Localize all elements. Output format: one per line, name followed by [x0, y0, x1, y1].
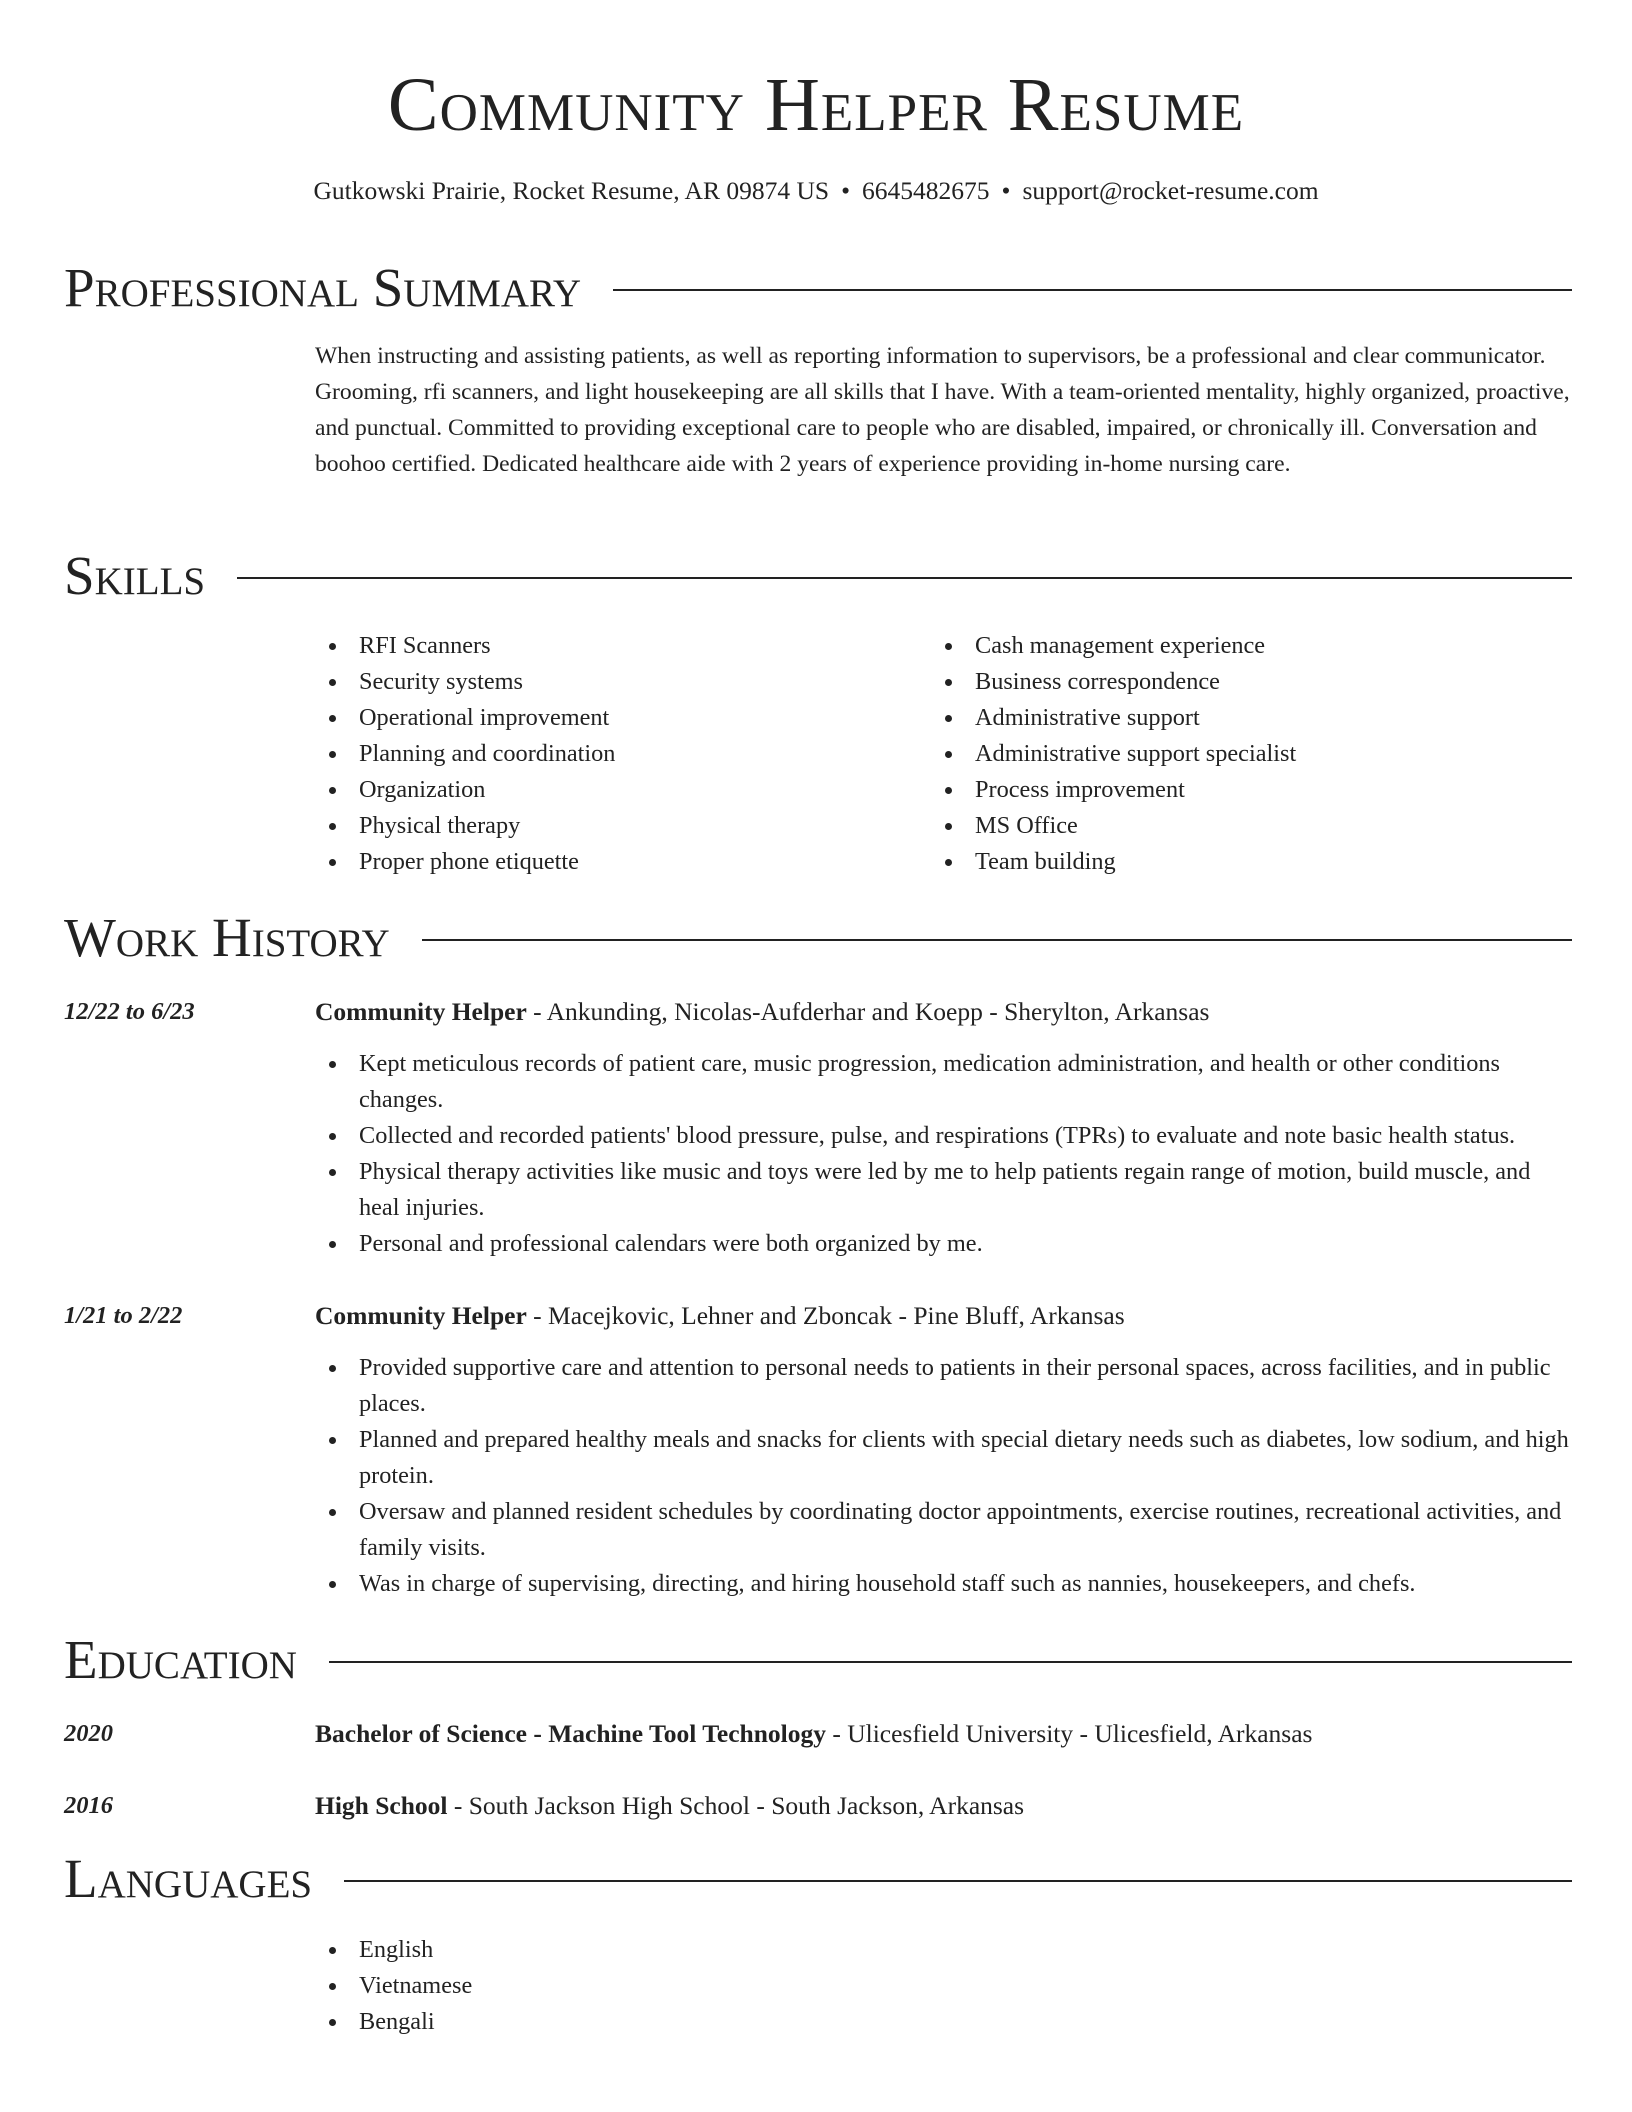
language-item: English [315, 1932, 1575, 1968]
contact-email[interactable]: support@rocket-resume.com [1022, 176, 1319, 205]
section-title: Work History [64, 907, 390, 968]
language-item: Vietnamese [315, 1968, 1575, 2004]
contact-line [0, 175, 1632, 207]
job-bullet: Was in charge of supervising, directing, and hiring household staff such as nannies, housekeepers, and chefs. [315, 1566, 1575, 1602]
skill-item: Team building [931, 844, 1491, 880]
work-history-section-heading [64, 908, 1572, 968]
education-year: 2020 [64, 1720, 113, 1747]
job-bullet: Planned and prepared healthy meals and snacks for clients with special dietary needs such as diabetes, low sodium, and high protein. [315, 1422, 1575, 1494]
summary-section-heading [64, 258, 1572, 318]
contact-phone: 6645482675 [862, 176, 990, 205]
skill-item: Operational improvement [315, 700, 875, 736]
job-dates: 12/22 to 6/23 [64, 998, 195, 1025]
skill-item: Planning and coordination [315, 736, 875, 772]
job-bullet: Oversaw and planned resident schedules by coordinating doctor appointments, exercise routines, recreational activities, and family visits. [315, 1494, 1575, 1566]
education-school: - South Jackson High School - South Jackson, Arkansas [447, 1791, 1025, 1820]
education-section-heading [64, 1630, 1572, 1690]
education-line [315, 1716, 1575, 1752]
section-title: Skills [64, 545, 206, 606]
skill-item: Cash management experience [931, 628, 1491, 664]
job-bullet: Physical therapy activities like music and toys were led by me to help patients regain range of motion, build muscle, and heal injuries. [315, 1154, 1575, 1226]
skill-item: Physical therapy [315, 808, 875, 844]
section-title: Languages [64, 1848, 313, 1909]
languages-list [315, 1932, 1575, 2040]
skill-item: Administrative support specialist [931, 736, 1491, 772]
section-divider [613, 289, 1572, 291]
education-degree: High School [315, 1791, 448, 1820]
section-title: Education [64, 1629, 297, 1690]
job-role: Community Helper [315, 997, 527, 1026]
education-line [315, 1788, 1575, 1824]
job-bullet: Personal and professional calendars were both organized by me. [315, 1226, 1575, 1262]
summary-text: When instructing and assisting patients, as well as reporting information to supervisors, be a professional and clear communicator. Grooming, rfi scanners, and light housekeeping are all skills that I have. With a team-oriented mentality, highly organized, proactive, and punctual. Committed to providing exceptional care to people who are disabled, impaired, or chronically ill. Conversation and boohoo certified. Dedicated healthcare aide with 2 years of experience providing in-home nursing care. [315, 343, 1570, 477]
skill-item: Process improvement [931, 772, 1491, 808]
contact-separator: • [1001, 176, 1011, 205]
contact-separator: • [841, 176, 851, 205]
job-dates: 1/21 to 2/22 [64, 1302, 183, 1329]
skills-right-column [931, 628, 1491, 880]
education-degree: Bachelor of Science - Machine Tool Technology [315, 1719, 826, 1748]
job-bullets [315, 1046, 1575, 1262]
language-item: Bengali [315, 2004, 1575, 2040]
section-title: Professional Summary [64, 257, 582, 318]
skill-item: Proper phone etiquette [315, 844, 875, 880]
skill-item: Security systems [315, 664, 875, 700]
job-role: Community Helper [315, 1301, 527, 1330]
section-divider [344, 1880, 1572, 1882]
job-employer: - Macejkovic, Lehner and Zboncak - Pine Bluff, Arkansas [526, 1301, 1125, 1330]
job-bullet: Kept meticulous records of patient care, music progression, medication administration, and health or other conditions changes. [315, 1046, 1575, 1118]
skill-item: Business correspondence [931, 664, 1491, 700]
job-bullet: Collected and recorded patients' blood pressure, pulse, and respirations (TPRs) to evaluate and note basic health status. [315, 1118, 1575, 1154]
section-divider [329, 1661, 1572, 1663]
resume-title: Community Helper Resume [387, 63, 1245, 147]
education-school: - Ulicesfield University - Ulicesfield, Arkansas [825, 1719, 1313, 1748]
skill-item: RFI Scanners [315, 628, 875, 664]
skills-left-column [315, 628, 875, 880]
job-title-line [315, 1298, 1575, 1334]
job-title-line [315, 994, 1575, 1030]
skills-section-heading [64, 546, 1572, 606]
languages-section-heading [64, 1849, 1572, 1909]
section-divider [237, 577, 1572, 579]
section-divider [422, 939, 1572, 941]
education-year: 2016 [64, 1792, 113, 1819]
contact-address: Gutkowski Prairie, Rocket Resume, AR 09874 US [313, 176, 830, 205]
job-bullets [315, 1350, 1575, 1602]
job-bullet: Provided supportive care and attention to personal needs to patients in their personal spaces, across facilities, and in public places. [315, 1350, 1575, 1422]
skill-item: Administrative support [931, 700, 1491, 736]
skill-item: MS Office [931, 808, 1491, 844]
job-employer: - Ankunding, Nicolas-Aufderhar and Koepp - Sherylton, Arkansas [526, 997, 1210, 1026]
skill-item: Organization [315, 772, 875, 808]
